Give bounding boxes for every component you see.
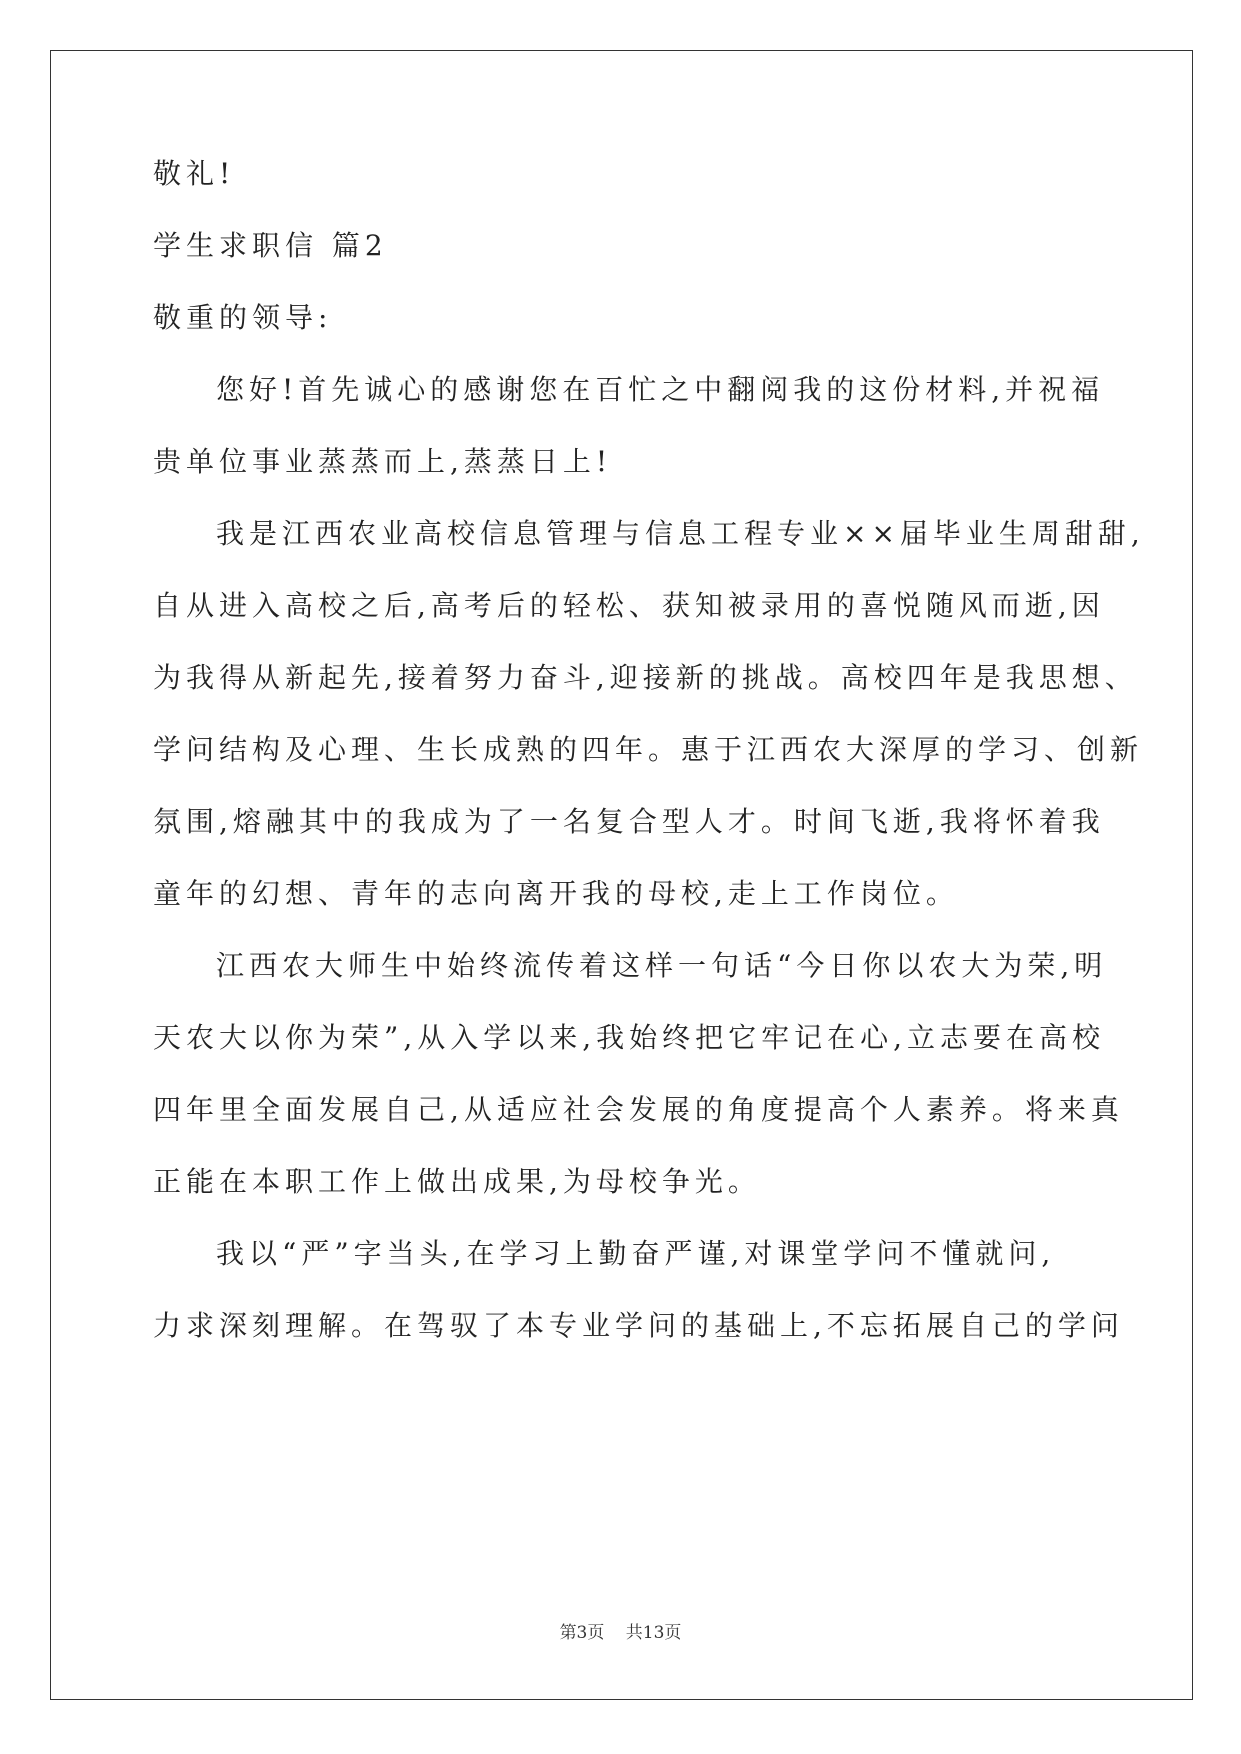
page-total: 共13页: [625, 1623, 682, 1643]
paragraph-line: 学问结构及心理、生长成熟的四年。惠于江西农大深厚的学习、创新: [153, 733, 1144, 766]
page-number: 第3页: [559, 1623, 605, 1643]
paragraph-line: 天农大以你为荣”,从入学以来,我始终把它牢记在心,立志要在高校: [153, 1021, 1106, 1054]
paragraph-line: 四年里全面发展自己,从适应社会发展的角度提高个人素养。将来真: [153, 1093, 1124, 1126]
paragraph-line: 力求深刻理解。在驾驭了本专业学问的基础上,不忘拓展自己的学问: [153, 1309, 1124, 1342]
paragraph-line: 江西农大师生中始终流传着这样一句话“今日你以农大为荣,明: [216, 949, 1108, 982]
paragraph-line: 我是江西农业高校信息管理与信息工程专业××届毕业生周甜甜,: [216, 517, 1145, 550]
paragraph-line: 为我得从新起先,接着努力奋斗,迎接新的挑战。高校四年是我思想、: [153, 661, 1138, 694]
paragraph-line: 贵单位事业蒸蒸而上,蒸蒸日上!: [153, 445, 613, 478]
paragraph-line: 氛围,熔融其中的我成为了一名复合型人才。时间飞逝,我将怀着我: [153, 805, 1105, 838]
section-heading: 学生求职信 篇2: [153, 229, 388, 262]
salutation: 敬重的领导:: [153, 301, 333, 334]
paragraph-line: 正能在本职工作上做出成果,为母校争光。: [153, 1165, 761, 1198]
paragraph-line: 我以“严”字当头,在学习上勤奋严谨,对课堂学问不懂就问,: [216, 1237, 1056, 1270]
paragraph-line: 自从进入高校之后,高考后的轻松、获知被录用的喜悦随风而逝,因: [153, 589, 1105, 622]
paragraph-line: 童年的幻想、青年的志向离开我的母校,走上工作岗位。: [153, 877, 959, 910]
page-footer: [0, 1622, 1241, 1644]
paragraph-line: 您好!首先诚心的感谢您在百忙之中翻阅我的这份材料,并祝福: [216, 373, 1105, 406]
closing-salute: 敬礼!: [153, 157, 236, 190]
page-border: [50, 50, 1193, 1700]
